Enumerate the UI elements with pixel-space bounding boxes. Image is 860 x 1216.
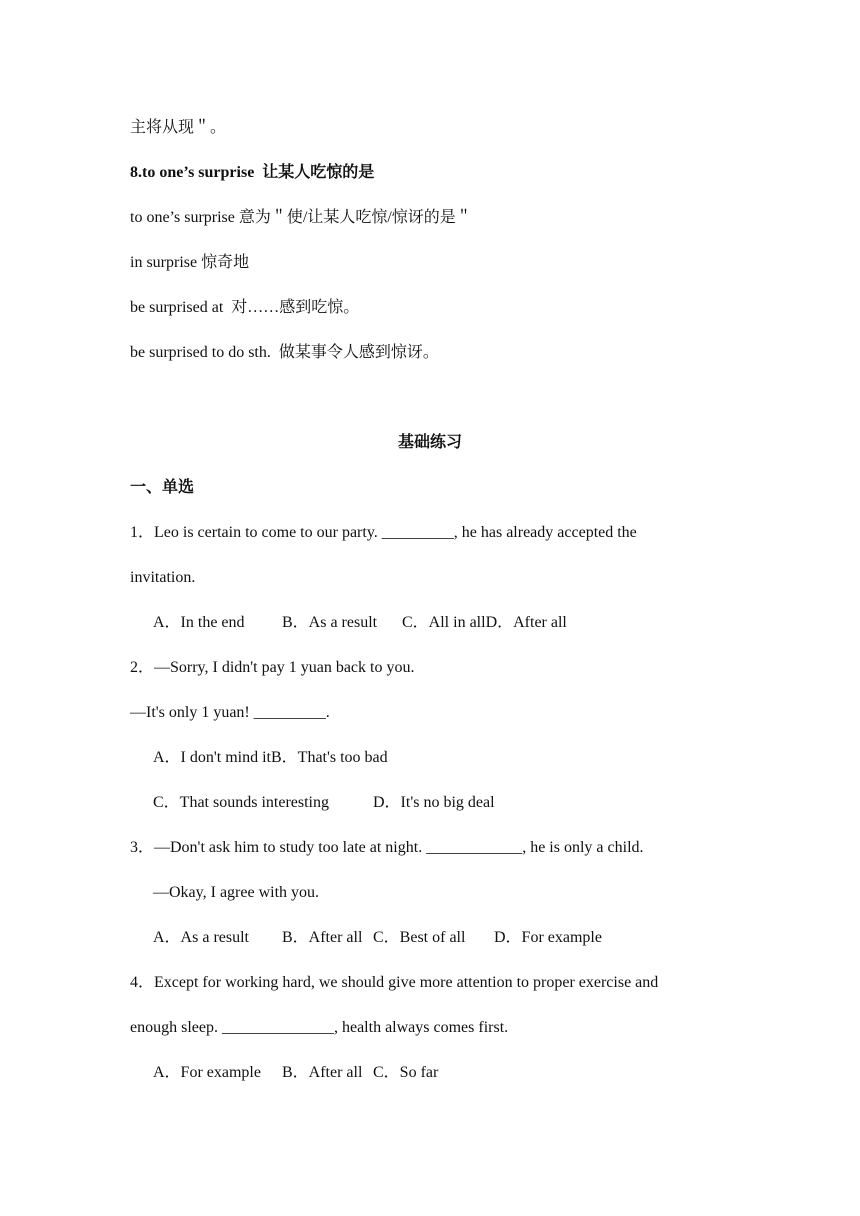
phrase-line: to one’s surprise 意为＂使/让某人吃惊/惊讶的是＂	[130, 209, 472, 226]
option-b: B．That's too bad	[271, 749, 388, 766]
option-c: C．Best of all	[373, 929, 466, 946]
option-b: B．After all	[282, 929, 363, 946]
question-2-options	[153, 748, 388, 768]
question-4-options	[153, 1063, 438, 1083]
option-a: A．In the end	[153, 614, 245, 631]
option-a: A．As a result	[153, 929, 249, 946]
option-c: C．So far	[373, 1064, 439, 1081]
option-d: D．It's no big deal	[373, 794, 495, 811]
phrase-line: be surprised at 对……感到吃惊。	[130, 299, 360, 316]
question-2-stem: 2．—Sorry, I didn't pay 1 yuan back to you.	[130, 659, 415, 676]
question-3-options	[153, 928, 602, 948]
question-1-options	[153, 613, 567, 633]
phrase-line: in surprise 惊奇地	[130, 254, 250, 271]
option-a: A．For example	[153, 1064, 261, 1081]
intro-continuation: 主将从现＂。	[130, 119, 227, 136]
question-3-stem: —Okay, I agree with you.	[153, 884, 320, 901]
question-4-stem: 4．Except for working hard, we should give more attention to proper exercise and	[130, 974, 659, 991]
option-c: C．All in all	[402, 614, 486, 631]
option-c: C．That sounds interesting	[153, 794, 329, 811]
phrase-heading: 8.to one’s surprise 让某人吃惊的是	[130, 164, 375, 181]
question-2-stem: —It's only 1 yuan! _________.	[130, 704, 330, 721]
option-b: B．After all	[282, 1064, 363, 1081]
question-3-stem: 3．—Don't ask him to study too late at night. ____________, he is only a child.	[130, 839, 644, 856]
section-title: 一、单选	[130, 479, 195, 496]
phrase-line: be surprised to do sth. 做某事令人感到惊讶。	[130, 344, 439, 361]
option-b: B．As a result	[282, 614, 378, 631]
option-a: A．I don't mind it	[153, 749, 271, 766]
option-d: D．After all	[485, 614, 567, 631]
question-2-options	[153, 793, 495, 813]
question-1-stem: 1．Leo is certain to come to our party. _________, he has already accepted the	[130, 524, 637, 541]
question-4-stem: enough sleep. ______________, health always comes first.	[130, 1019, 509, 1036]
exercise-title: 基础练习	[397, 434, 462, 451]
question-1-stem: invitation.	[130, 569, 196, 586]
option-d: D．For example	[494, 929, 602, 946]
